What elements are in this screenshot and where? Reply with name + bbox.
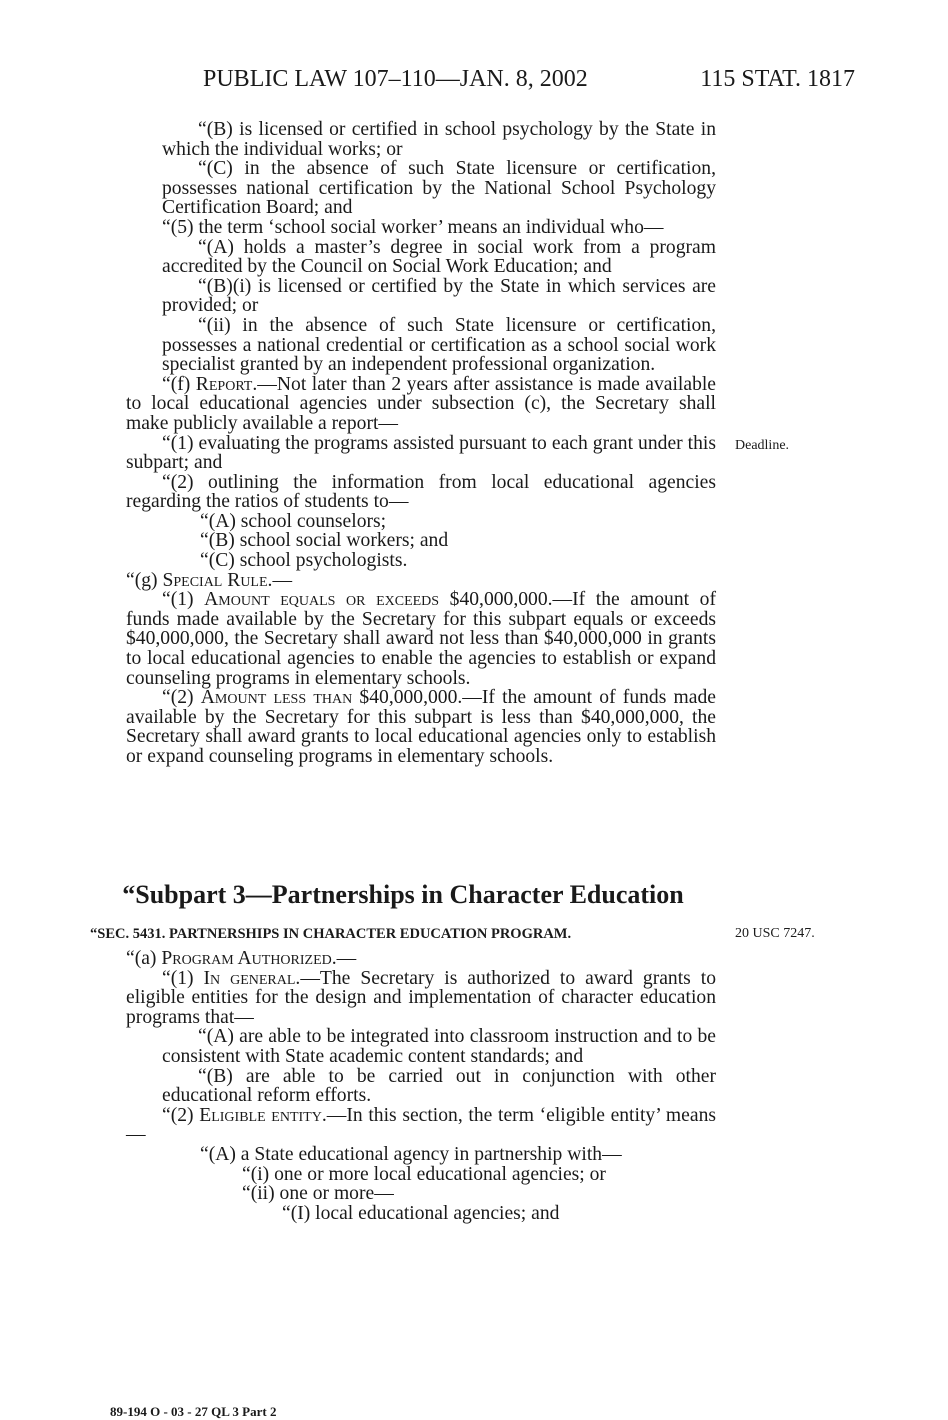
- paragraph-text: .—: [331, 948, 357, 969]
- paragraph: “(5) the term ‘school social worker’ means an individual who—: [162, 216, 664, 238]
- paragraph-heading: Program Authorized: [161, 948, 332, 969]
- paragraph-heading: Eligible entity: [199, 1104, 322, 1126]
- paragraph-text: .—In this section, the term ‘eligible entity’ means—: [126, 1104, 716, 1146]
- margin-note-usc: 20 USC 7247.: [735, 926, 815, 941]
- paragraph-heading: Amount less than $40,000,000: [200, 687, 458, 709]
- paragraph: “(B) is licensed or certified in school psychology by the State in which the individual works; or: [162, 119, 716, 160]
- header-public-law: PUBLIC LAW 107–110—JAN. 8, 2002: [203, 66, 588, 92]
- statute-text-upper: [90, 120, 716, 767]
- paragraph: “(B) school social workers; and: [200, 530, 449, 552]
- paragraph-heading: Amount equals or exceeds $40,000,000: [204, 589, 548, 611]
- paragraph: “(I) local educational agencies; and: [282, 1202, 560, 1224]
- paragraph: [90, 571, 716, 591]
- paragraph: “(A) school counselors;: [200, 510, 387, 532]
- paragraph: [90, 1106, 716, 1145]
- running-header: [203, 66, 855, 98]
- print-footer: 89-194 O - 03 - 27 QL 3 Part 2: [110, 1404, 277, 1419]
- paragraph: [90, 590, 716, 688]
- paragraph-text: .—If the amount of funds made available by the Secretary for this subpart is less than $40,000,000, the Secretary shall award grants to local educational agencies only to establish or expand counseling programs in elementary schools.: [126, 687, 716, 767]
- paragraph: “(A) are able to be integrated into classroom instruction and to be consistent with State academic content standards; and: [162, 1026, 716, 1067]
- paragraph-designator: “(1): [162, 967, 204, 989]
- statute-text-lower: [90, 949, 716, 1223]
- paragraph: [90, 949, 716, 969]
- paragraph: [90, 375, 716, 434]
- paragraph: [90, 969, 716, 1028]
- paragraph: “(B)(i) is licensed or certified by the State in which services are provided; or: [162, 275, 716, 317]
- subpart-heading: “Subpart 3—Partnerships in Character Education: [122, 880, 684, 909]
- paragraph: [90, 688, 716, 766]
- paragraph-designator: “(1): [162, 589, 205, 611]
- margin-note-deadline: Deadline.: [735, 438, 790, 453]
- paragraph: “(1) evaluating the programs assisted pursuant to each grant under this subpart; and: [126, 432, 716, 474]
- paragraph-designator: “(g): [126, 569, 163, 591]
- paragraph: “(C) in the absence of such State licensure or certification, possesses national certification by the National School Psychology Certification Board; and: [162, 158, 716, 219]
- paragraph: “(B) are able to be carried out in conjunction with other educational reform efforts.: [162, 1065, 716, 1107]
- paragraph: “(i) one or more local educational agencies; or: [242, 1163, 606, 1185]
- paragraph-heading: In general: [203, 967, 296, 989]
- section-heading: “SEC. 5431. PARTNERSHIPS IN CHARACTER EDUCATION PROGRAM.: [90, 926, 572, 942]
- paragraph: “(C) school psychologists.: [200, 550, 408, 572]
- paragraph: “(A) a State educational agency in partnership with—: [200, 1143, 622, 1165]
- header-stat-page: 115 STAT. 1817: [700, 66, 855, 92]
- paragraph-text: .—The Secretary is authorized to award grants to eligible entities for the design and implementation of character education programs that—: [126, 967, 716, 1028]
- paragraph-text: .—Not later than 2 years after assistance is made available to local educational agencies under subsection (c), the Secretary shall make publicly available a report—: [126, 373, 717, 434]
- paragraph-designator: “(2): [162, 687, 201, 709]
- paragraph-designator: “(2): [162, 1104, 200, 1126]
- paragraph-designator: “(f): [162, 373, 196, 395]
- paragraph: “(ii) one or more—: [242, 1183, 394, 1205]
- paragraph-designator: “(a): [126, 948, 162, 969]
- paragraph: “(ii) in the absence of such State licensure or certification, possesses a national credential or certification as a school social work specialist granted by an independent professional organization.: [162, 314, 716, 376]
- paragraph-text: .—If the amount of funds made available by the Secretary for this subpart equals or exceeds $40,000,000, the Secretary shall award not less than $40,000,000 in grants to local educational agencies to enable the agencies to establish or expand counseling programs in elementary schools.: [126, 589, 716, 689]
- paragraph: “(2) outlining the information from local educational agencies regarding the ratios of students to—: [126, 471, 716, 513]
- paragraph-text: .—: [267, 569, 293, 591]
- paragraph-heading: Special Rule: [162, 569, 268, 591]
- paragraph-heading: Report: [195, 373, 253, 395]
- paragraph: “(A) holds a master’s degree in social work from a program accredited by the Council on Social Work Education; and: [162, 236, 716, 278]
